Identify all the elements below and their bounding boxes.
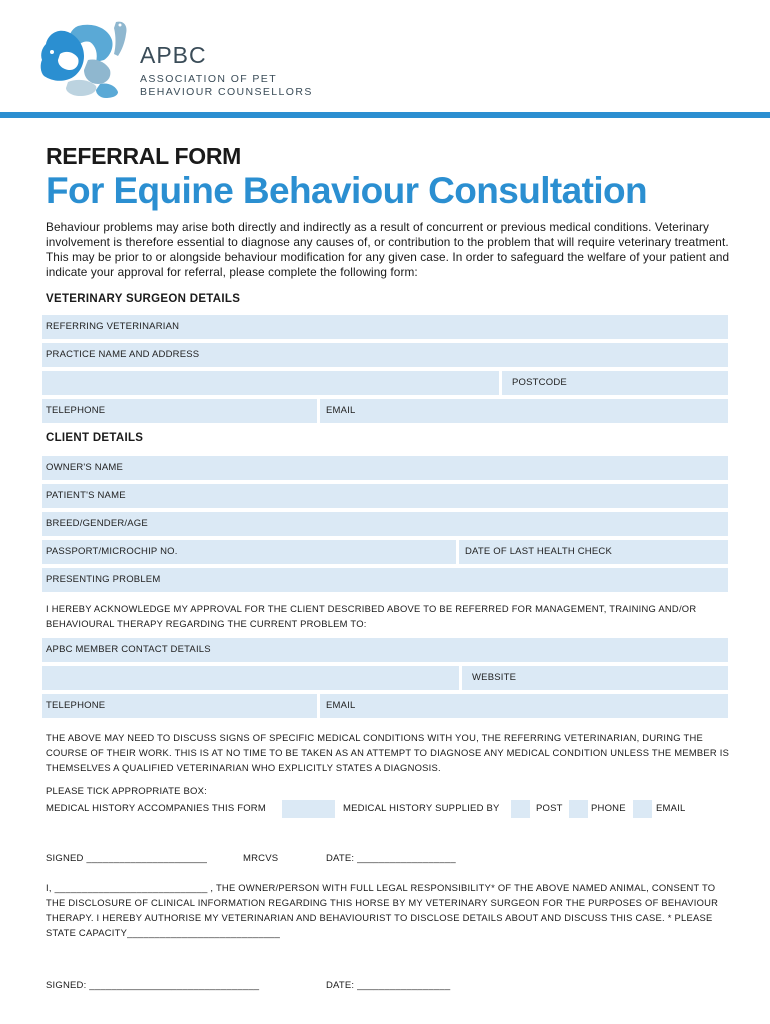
postcode-field[interactable]: POSTCODE	[502, 371, 728, 395]
vet-signature-date[interactable]: DATE: __________________	[326, 853, 456, 864]
acknowledgement-text: I HEREBY ACKNOWLEDGE MY APPROVAL FOR THE CLIENT DESCRIBED ABOVE TO BE REFERRED FOR MANAGEMENT, TRAINING AND/OR BEHAVIOURAL THERAPY REGARDING THE CURRENT PROBLEM TO:	[46, 603, 697, 629]
member-email-field[interactable]: EMAIL	[320, 694, 728, 718]
phone-checkbox[interactable]	[569, 800, 588, 818]
intro-paragraph: Behaviour problems may arise both directly and indirectly as a result of concurrent or previous medical conditions. Veterinary involvement is therefore essential to diagnose any causes of, or contribution to the problem that will require veterinary treatment. This may be prior to or alongside behaviour modification for any given case. In order to safeguard the welfare of your patient and indicate your approval for referral, please complete the following form:	[46, 220, 730, 279]
owner-signature-date[interactable]: DATE: _________________	[326, 980, 451, 991]
org-full-name-line2: BEHAVIOUR COUNSELLORS	[140, 86, 313, 98]
vet-email-field[interactable]: EMAIL	[320, 399, 728, 423]
passport-microchip-field[interactable]: PASSPORT/MICROCHIP NO.	[42, 540, 456, 564]
email-checkbox[interactable]	[633, 800, 652, 818]
referring-vet-field[interactable]: REFERRING VETERINARIAN	[42, 315, 728, 339]
practice-address-line2-field[interactable]	[42, 371, 499, 395]
vet-section-heading: VETERINARY SURGEON DETAILS	[46, 293, 241, 305]
post-checkbox[interactable]	[511, 800, 530, 818]
tick-instruction: PLEASE TICK APPROPRIATE BOX:	[46, 786, 207, 797]
vet-signature-line[interactable]: SIGNED ______________________	[46, 853, 208, 864]
form-type-heading: REFERRAL FORM	[46, 143, 242, 169]
form-title: For Equine Behaviour Consultation	[46, 170, 647, 211]
org-full-name-line1: ASSOCIATION OF PET	[140, 73, 278, 85]
history-accompanies-label: MEDICAL HISTORY ACCOMPANIES THIS FORM	[46, 803, 266, 814]
member-contact-line2-field[interactable]	[42, 666, 459, 690]
phone-label: PHONE	[591, 803, 626, 814]
disclaimer-text: THE ABOVE MAY NEED TO DISCUSS SIGNS OF SPECIFIC MEDICAL CONDITIONS WITH YOU, THE REFERRING VETERINARIAN, DURING THE COURSE OF THEIR WORK. THIS IS AT NO TIME TO BE TAKEN AS AN ATTEMPT TO DIAGNOSE ANY MEDICAL CONDITION UNLESS THE MEMBER IS THEMSELVES A QUALIFIED VETERINARIAN WHO EXPLICITLY STATES A DIAGNOSIS.	[46, 732, 730, 773]
last-health-check-field[interactable]: DATE OF LAST HEALTH CHECK	[459, 540, 728, 564]
breed-gender-age-field[interactable]: BREED/GENDER/AGE	[42, 512, 728, 536]
vet-telephone-field[interactable]: TELEPHONE	[42, 399, 317, 423]
post-label: POST	[536, 803, 563, 814]
org-acronym: APBC	[140, 42, 207, 68]
owner-name-field[interactable]: OWNER'S NAME	[42, 456, 728, 480]
practice-address-field[interactable]: PRACTICE NAME AND ADDRESS	[42, 343, 728, 367]
org-name-block	[140, 44, 313, 99]
presenting-problem-field[interactable]: PRESENTING PROBLEM	[42, 568, 728, 592]
mrcvs-label: MRCVS	[243, 853, 279, 864]
patient-name-field[interactable]: PATIENT'S NAME	[42, 484, 728, 508]
client-section-heading: CLIENT DETAILS	[46, 432, 144, 444]
owner-signature-line[interactable]: SIGNED: _______________________________	[46, 980, 260, 991]
member-contact-field[interactable]: APBC MEMBER CONTACT DETAILS	[42, 638, 728, 662]
member-website-field[interactable]: WEBSITE	[462, 666, 728, 690]
apbc-logo-icon	[38, 20, 138, 100]
history-supplied-by-label: MEDICAL HISTORY SUPPLIED BY	[343, 803, 500, 814]
member-telephone-field[interactable]: TELEPHONE	[42, 694, 317, 718]
history-accompanies-checkbox[interactable]	[282, 800, 335, 818]
owner-consent-text: I, ____________________________ , THE OWNER/PERSON WITH FULL LEGAL RESPONSIBILITY* OF THE ABOVE NAMED ANIMAL, CONSENT TO THE DISCLOSURE OF CLINICAL INFORMATION REGARDING THIS HORSE BY MY VETERINARY SURGEON FOR THE PURPOSES OF BEHAVIOUR THERAPY. I HEREBY AUTHORISE MY VETERINARIAN AND BEHAVIOURIST TO DISCLOSE DETAILS ABOUT AND DISCUSS THIS CASE. * PLEASE STATE CAPACITY____________________________	[46, 882, 719, 938]
email-label: EMAIL	[656, 803, 686, 814]
header-divider	[0, 112, 770, 118]
